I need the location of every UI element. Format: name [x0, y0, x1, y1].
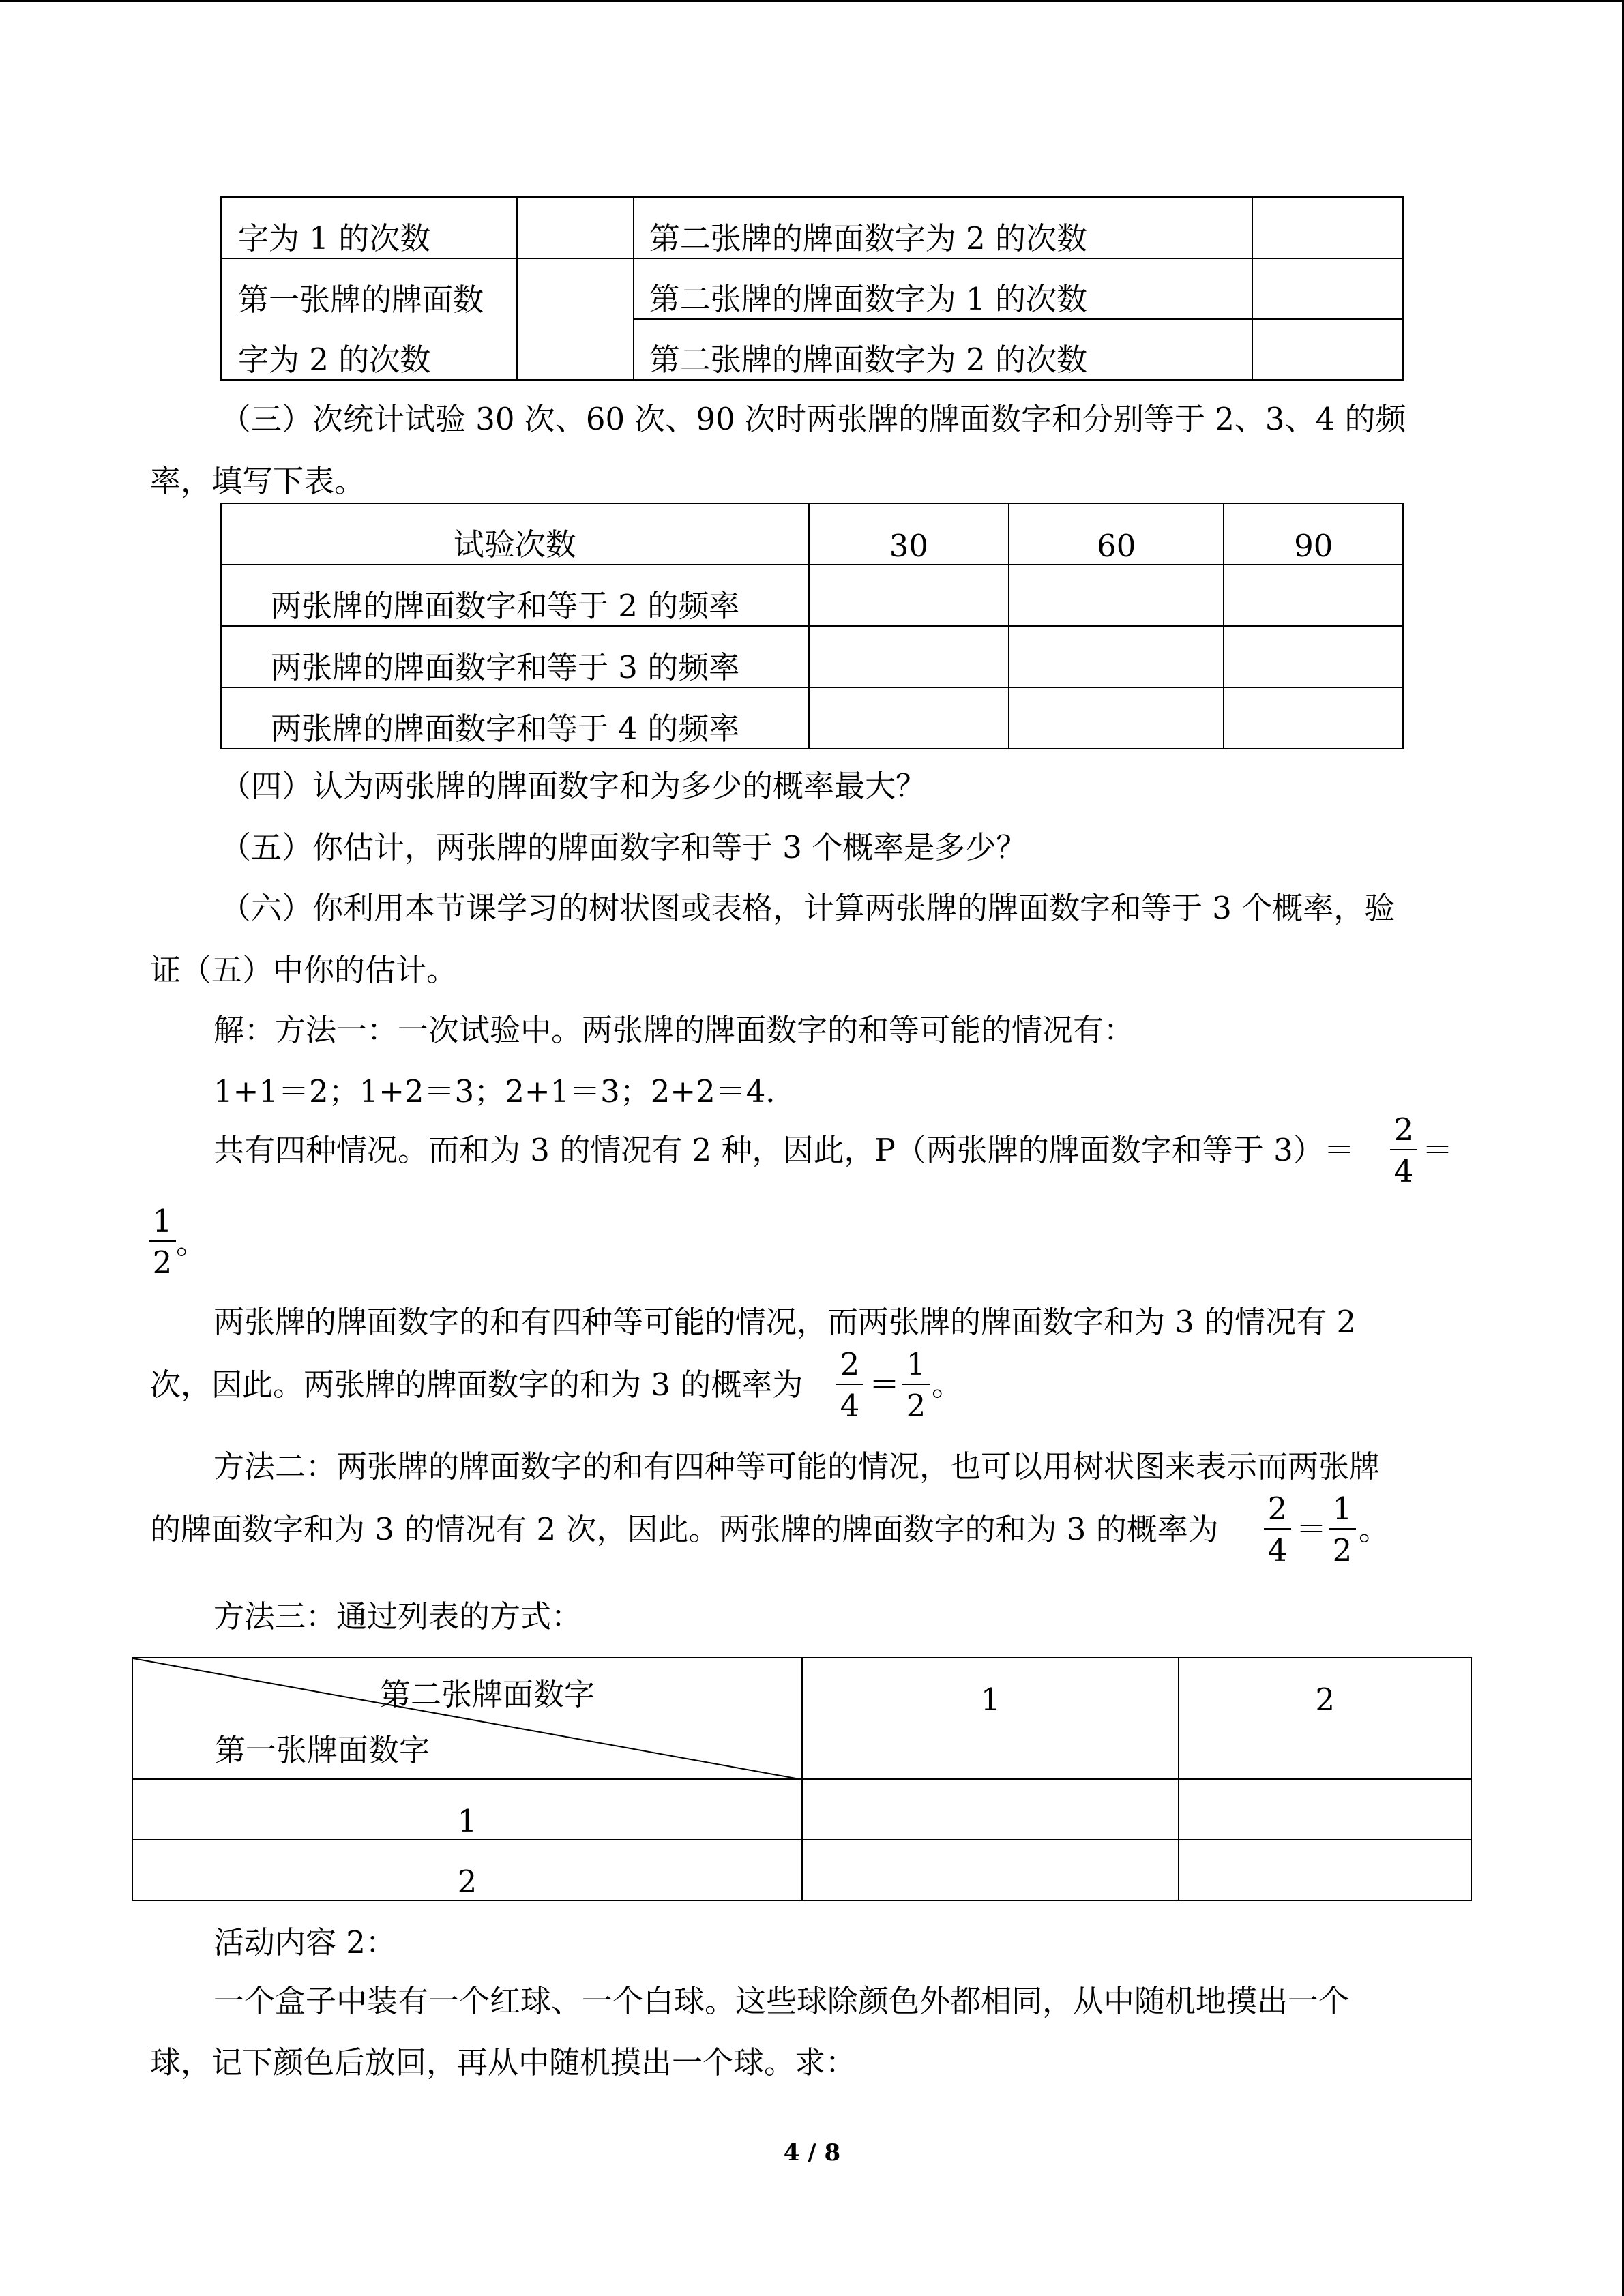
header-first-card: 第一张牌面数字 [215, 1732, 430, 1768]
outcome-cell [802, 1840, 1179, 1900]
para2-line2: 次，因此。两张牌的牌面数字的和为 3 的概率为 [150, 1367, 803, 1403]
outcome-cell [802, 1779, 1179, 1840]
header-second-card: 第二张牌面数字 [380, 1676, 595, 1712]
period-mark: 。 [176, 1225, 207, 1261]
freq-cell [1009, 565, 1224, 626]
diagonal-header-cell [132, 1658, 802, 1779]
outcome-cell [1179, 1840, 1471, 1900]
equals-sign: ＝ [1296, 1511, 1327, 1547]
activity2-title: 活动内容 2： [213, 1924, 396, 1960]
method2-line2: 的牌面数字和为 3 的情况有 2 次，因此。两张牌的牌面数字的和为 3 的概率为 [150, 1511, 1219, 1547]
freq-header-90: 90 [1224, 503, 1403, 565]
frequency-table [220, 503, 1404, 749]
freq-row-sum3: 两张牌的牌面数字和等于 3 的频率 [221, 626, 809, 687]
page-number: 4 / 8 [783, 2139, 841, 2166]
period-mark: 。 [1359, 1511, 1390, 1547]
solution-intro: 解：方法一：一次试验中。两张牌的牌面数字的和等可能的情况有： [213, 1012, 1135, 1048]
step6-line1: （六）你利用本节课学习的树状图或表格，计算两张牌的牌面数字和等于 3 个概率，验 [220, 890, 1396, 926]
fraction-two-fourths: 2 4 [836, 1349, 863, 1421]
count-row2-cell [517, 258, 633, 380]
col-header-2: 2 [1179, 1658, 1471, 1779]
count-row1-sublabel: 第二张牌的牌面数字为 2 的次数 [634, 197, 1253, 258]
step3-line1: （三）次统计试验 30 次、60 次、90 次时两张牌的牌面数字和分别等于 2、3、4 的频 [220, 401, 1406, 437]
freq-header-30: 30 [809, 503, 1009, 565]
count-row3-label: 字为 2 的次数 [221, 319, 517, 380]
count-row3-value [1252, 319, 1403, 380]
fraction-one-half: 1 2 [902, 1349, 930, 1421]
freq-cell [809, 687, 1009, 749]
method3-heading: 方法三：通过列表的方式： [213, 1598, 582, 1635]
row-header-2: 2 [132, 1840, 802, 1900]
step5-question: （五）你估计，两张牌的牌面数字和等于 3 个概率是多少？ [220, 829, 1027, 865]
fraction-one-half: 1 2 [149, 1206, 176, 1278]
count-row1-cell [517, 197, 633, 258]
fraction-one-half: 1 2 [1329, 1493, 1356, 1566]
freq-cell [1224, 626, 1403, 687]
freq-cell [809, 626, 1009, 687]
fraction-two-fourths: 2 4 [1390, 1114, 1417, 1187]
step4-question: （四）认为两张牌的牌面数字和为多少的概率最大？ [220, 768, 927, 804]
solution-line3: 共有四种情况。而和为 3 的情况有 2 种，因此，P（两张牌的牌面数字和等于 3）＝ [213, 1132, 1355, 1168]
step6-line2: 证（五）中你的估计。 [150, 952, 458, 988]
freq-cell [1009, 626, 1224, 687]
freq-row-sum2: 两张牌的牌面数字和等于 2 的频率 [221, 565, 809, 626]
freq-cell [1224, 687, 1403, 749]
step3-line2: 率，填写下表。 [150, 463, 366, 499]
freq-cell [1009, 687, 1224, 749]
count-row1-value [1252, 197, 1403, 258]
solution-cases: 1+1＝2；1+2＝3；2+1＝3；2+2＝4． [213, 1073, 797, 1109]
page-top-border [0, 0, 1624, 2]
count-row2-sublabel: 第二张牌的牌面数字为 1 的次数 [634, 258, 1253, 319]
equals-sign: ＝ [1422, 1132, 1453, 1168]
activity2-line1: 一个盒子中装有一个红球、一个白球。这些球除颜色外都相同，从中随机地摸出一个 [213, 1983, 1350, 2019]
freq-header-60: 60 [1009, 503, 1224, 565]
count-row2-value [1252, 258, 1403, 319]
equals-sign: ＝ [869, 1367, 900, 1403]
count-row2-label: 第一张牌的牌面数 [221, 258, 517, 319]
freq-header-label: 试验次数 [221, 503, 809, 565]
count-row3-sublabel: 第二张牌的牌面数字为 2 的次数 [634, 319, 1253, 380]
period-mark: 。 [932, 1367, 963, 1403]
method2-line1: 方法二：两张牌的牌面数字的和有四种等可能的情况，也可以用树状图来表示而两张牌 [213, 1448, 1381, 1485]
activity2-line2: 球，记下颜色后放回，再从中随机摸出一个球。求： [150, 2044, 857, 2081]
fraction-two-fourths: 2 4 [1264, 1493, 1291, 1566]
freq-row-sum4: 两张牌的牌面数字和等于 4 的频率 [221, 687, 809, 749]
col-header-1: 1 [802, 1658, 1179, 1779]
para2-line1: 两张牌的牌面数字的和有四种等可能的情况，而两张牌的牌面数字和为 3 的情况有 2 [213, 1304, 1357, 1340]
card-count-table [220, 196, 1404, 381]
outcome-cell [1179, 1779, 1471, 1840]
row-header-1: 1 [132, 1779, 802, 1840]
freq-cell [809, 565, 1009, 626]
outcome-list-table [132, 1657, 1472, 1901]
count-row1-label: 字为 1 的次数 [221, 197, 517, 258]
freq-cell [1224, 565, 1403, 626]
